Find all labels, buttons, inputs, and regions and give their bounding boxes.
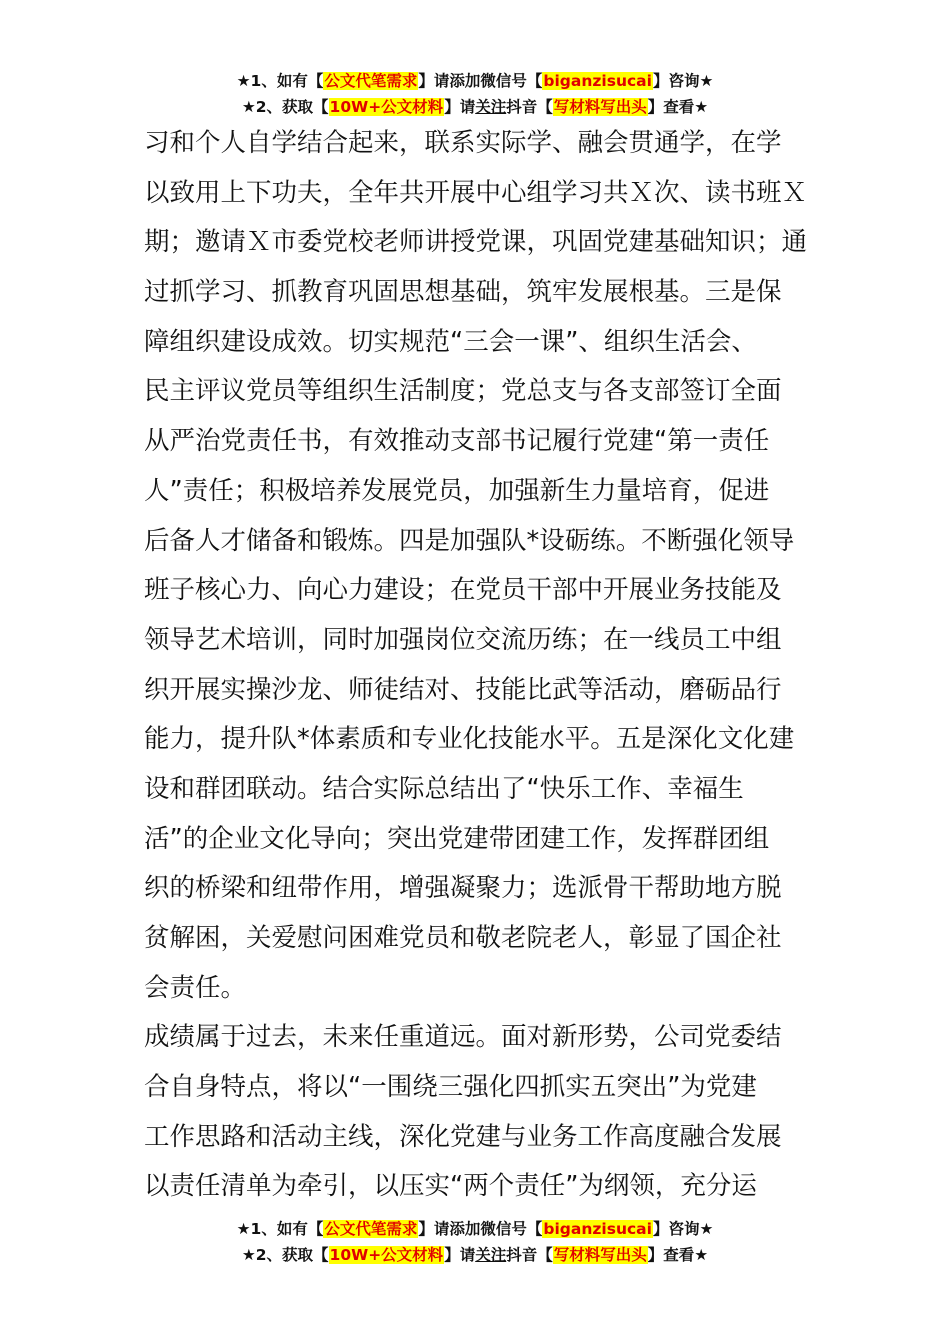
promo-line-2-emphasis: 关注 [475, 1246, 507, 1264]
promo-line-1-highlight-service: 公文代笔需求 [324, 1220, 418, 1238]
promo-line-2-highlight-douyin-account: 写材料写出头 [553, 98, 647, 116]
promo-line-2-highlight-materials: 10W+公文材料 [329, 98, 444, 116]
promo-line-2-middle-2: 抖音【 [506, 98, 553, 116]
promo-line-1-suffix: 】咨询★ [652, 72, 714, 90]
promo-line-2 [0, 94, 950, 120]
promo-line-1 [0, 1216, 950, 1242]
promo-line-1-middle: 】请 [418, 1220, 450, 1238]
promo-line-1 [0, 68, 950, 94]
promo-line-2-emphasis: 关注 [475, 98, 507, 116]
promo-line-1-middle-2: 微信号【 [480, 1220, 543, 1238]
promo-line-1-emphasis: 添加 [449, 72, 481, 90]
body-line: 合自身特点，将以“一围绕三强化四抓实五突出”为党建 [144, 1072, 757, 1103]
body-line: 会责任。 [144, 972, 247, 1003]
promo-line-2-middle-2: 抖音【 [506, 1246, 553, 1264]
promo-line-1-highlight-service: 公文代笔需求 [324, 72, 418, 90]
body-line: 成绩属于过去，未来任重道远。面对新形势，公司党委结 [144, 1022, 782, 1053]
promo-line-1-prefix: ★1、如有【 [236, 72, 324, 90]
document-body [144, 119, 808, 1212]
body-line: 过抓学习、抓教育巩固思想基础，筑牢发展根基。三是保 [144, 277, 782, 308]
body-line: 以责任清单为牵引，以压实“两个责任”为纲领，充分运 [144, 1171, 757, 1202]
body-line: 期；邀请Ｘ市委党校老师讲授党课，巩固党建基础知识；通 [144, 227, 808, 258]
promo-line-2-suffix: 】查看★ [647, 1246, 709, 1264]
promo-line-2-suffix: 】查看★ [647, 98, 709, 116]
body-line: 民主评议党员等组织生活制度；党总支与各支部签订全面 [144, 376, 782, 407]
header-promo-banner [0, 68, 950, 120]
promo-line-1-highlight-wechat-id: biganzisucai [543, 72, 652, 90]
footer-promo-banner [0, 1216, 950, 1268]
body-line: 织开展实操沙龙、师徒结对、技能比武等活动，磨砺品行 [144, 674, 782, 705]
body-line: 能力，提升队*体素质和专业化技能水平。五是深化文化建 [144, 724, 795, 755]
promo-line-2-highlight-materials: 10W+公文材料 [329, 1246, 444, 1264]
body-line: 织的桥梁和纽带作用，增强凝聚力；选派骨干帮助地方脱 [144, 873, 782, 904]
promo-line-2 [0, 1242, 950, 1268]
promo-line-1-suffix: 】咨询★ [652, 1220, 714, 1238]
body-line: 从严治党责任书，有效推动支部书记履行党建“第一责任 [144, 426, 770, 457]
promo-line-2-middle: 】请 [444, 1246, 476, 1264]
body-line: 设和群团联动。结合实际总结出了“快乐工作、幸福生 [144, 773, 744, 804]
promo-line-1-highlight-wechat-id: biganzisucai [543, 1220, 652, 1238]
promo-line-1-middle: 】请 [418, 72, 450, 90]
body-line: 障组织建设成效。切实规范“三会一课”、组织生活会、 [144, 326, 757, 357]
promo-line-1-emphasis: 添加 [449, 1220, 481, 1238]
body-line: 工作思路和活动主线，深化党建与业务工作高度融合发展 [144, 1121, 782, 1152]
promo-line-2-highlight-douyin-account: 写材料写出头 [553, 1246, 647, 1264]
promo-line-2-middle: 】请 [444, 98, 476, 116]
promo-line-1-prefix: ★1、如有【 [236, 1220, 324, 1238]
body-line: 以致用上下功夫，全年共开展中心组学习共Ｘ次、读书班Ｘ [144, 177, 808, 208]
body-line: 习和个人自学结合起来，联系实际学、融会贯通学，在学 [144, 128, 782, 158]
body-line: 活”的企业文化导向；突出党建带团建工作，发挥群团组 [144, 823, 770, 854]
body-line: 贫解困，关爱慰问困难党员和敬老院老人，彰显了国企社 [144, 923, 782, 953]
body-line: 人”责任；积极培养发展党员，加强新生力量培育，促进 [144, 475, 770, 506]
body-line: 领导艺术培训，同时加强岗位交流历练；在一线员工中组 [144, 624, 782, 655]
promo-line-1-middle-2: 微信号【 [480, 72, 543, 90]
promo-line-2-prefix: ★2、获取【 [241, 98, 329, 116]
body-line: 后备人才储备和锻炼。四是加强队*设砺练。不断强化领导 [144, 525, 795, 556]
body-line: 班子核心力、向心力建设；在党员干部中开展业务技能及 [144, 575, 782, 606]
promo-line-2-prefix: ★2、获取【 [241, 1246, 329, 1264]
